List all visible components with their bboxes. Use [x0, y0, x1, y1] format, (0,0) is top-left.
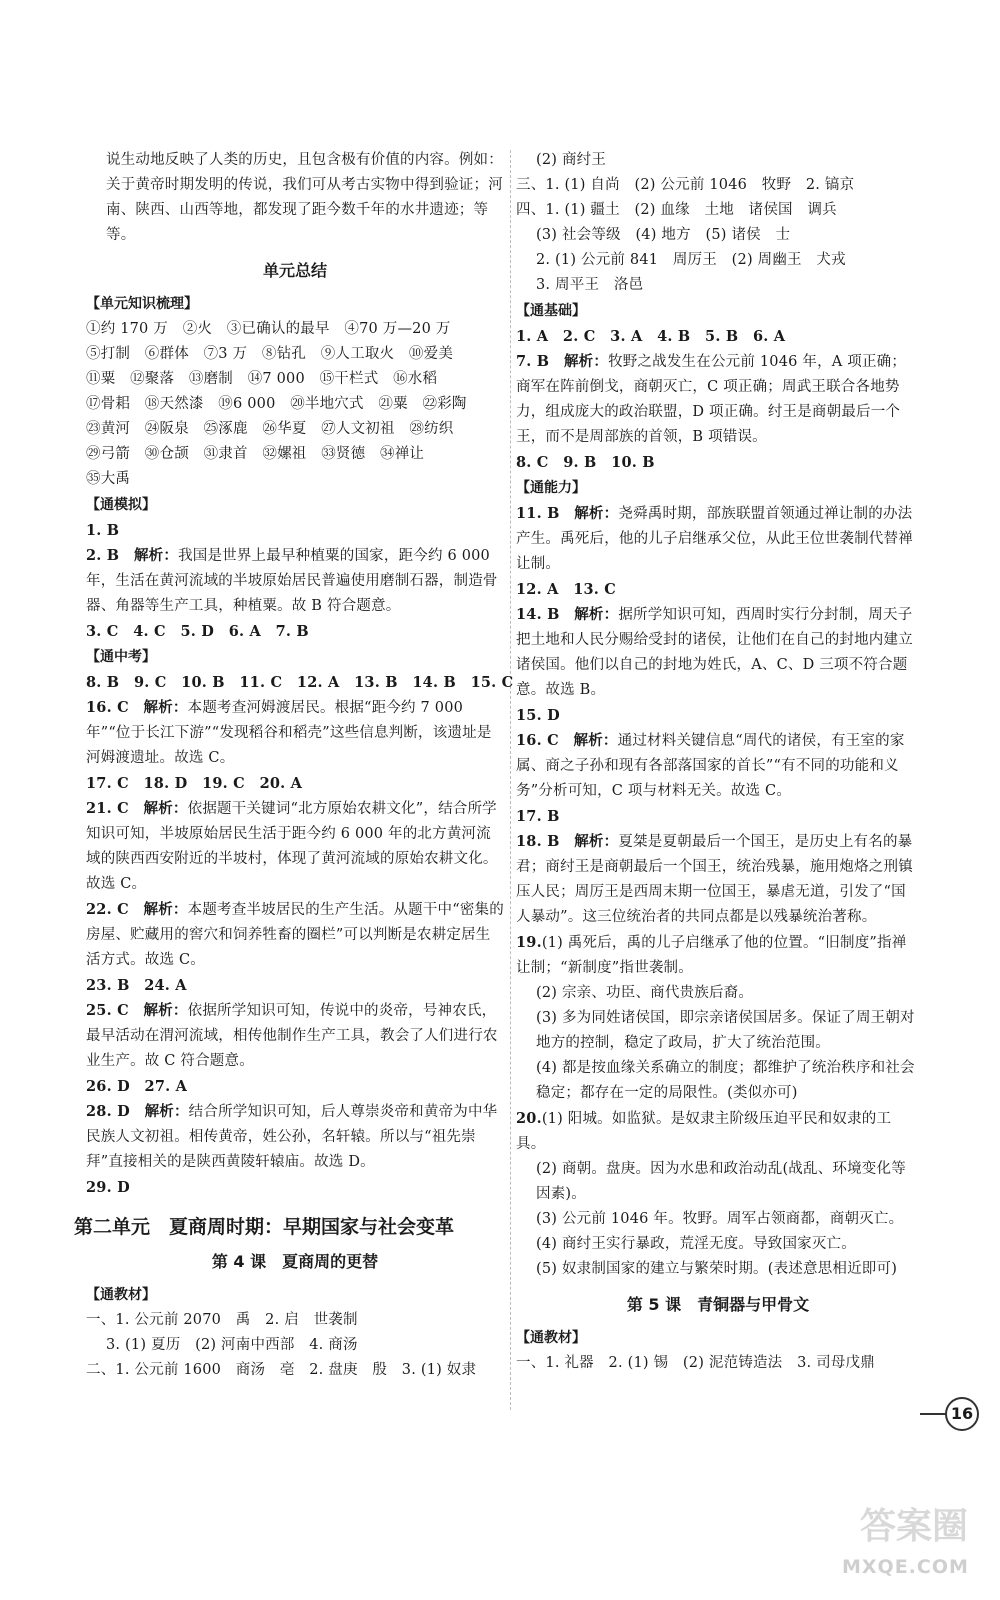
answer-q20-part: (5) 奴隶制国家的建立与繁荣时期。(表述意思相近即可) — [536, 1261, 898, 1277]
answer-line: 8. B 9. C 10. B 11. C 12. A 13. B 14. B 15. C — [86, 674, 514, 691]
answer-q20-part: (3) 公元前 1046 年。牧野。周军占领商都，商朝灭亡。 — [536, 1211, 904, 1227]
answer-line: 四、1. (1) 疆土 (2) 血缘 土地 诸侯国 调兵 — [516, 202, 837, 218]
answer-line: 26. D 27. A — [86, 1078, 188, 1095]
answer-line: (2) 商纣王 — [536, 152, 607, 168]
answer-q19-part: (2) 宗亲、功臣、商代贵族后裔。 — [536, 985, 754, 1001]
answer-line: 12. A 13. C — [516, 581, 617, 598]
textbook-heading: 【通教材】 — [86, 1287, 156, 1303]
knowledge-line: ①约 170 万 ②火 ③已确认的最早 ④70 万—20 万 — [86, 321, 451, 337]
answer-explanation: 16. C 解析：通过材料关键信息“周代的诸侯，有王室的家属、商之子孙和现有各部落国家的首长”“有不同的功能和义务”分析可知，C 项与材料无关。故选 C。 — [516, 732, 905, 799]
mock-heading: 【通模拟】 — [86, 497, 156, 513]
answer-line: 1. B — [86, 522, 120, 539]
answer-line: 一、1. 礼器 2. (1) 锡 (2) 泥范铸造法 3. 司母戊鼎 — [516, 1355, 875, 1371]
exam-heading: 【通中考】 — [86, 649, 156, 665]
ability-heading: 【通能力】 — [516, 480, 586, 496]
answer-line: 29. D — [86, 1179, 130, 1196]
textbook-heading: 【通教材】 — [516, 1330, 586, 1346]
watermark-logo: 答案圈 — [860, 1506, 969, 1547]
page-number-rule — [920, 1413, 946, 1415]
answer-line: 17. C 18. D 19. C 20. A — [86, 775, 303, 792]
knowledge-line: ⑰骨耜 ⑱天然漆 ⑲6 000 ⑳半地穴式 ㉑粟 ㉒彩陶 — [86, 396, 467, 412]
answer-explanation: 14. B 解析：据所学知识可知，西周时实行分封制，周天子把土地和人民分赐给受封的诸侯，让他们在自己的封地内建立诸侯国。他们以自己的封地为姓氏，A、C、D 三项不符合题意。故选 B。 — [516, 606, 913, 698]
answer-line: 一、1. 公元前 2070 禹 2. 启 世袭制 — [86, 1312, 358, 1328]
knowledge-heading: 【单元知识梳理】 — [86, 296, 198, 312]
answer-explanation: 25. C 解析：依据所学知识可知，传说中的炎帝，号神农氏，最早活动在渭河流域，相传他制作生产工具，教会了人们进行农业生产。故 C 符合题意。 — [86, 1002, 498, 1069]
answer-q19-part: (3) 多为同姓诸侯国，即宗亲诸侯国居多。保证了周王朝对地方的控制，稳定了政局，扩大了统治范围。 — [536, 1010, 915, 1051]
answer-q20-part: (2) 商朝。盘庚。因为水患和政治动乱(战乱、环境变化等因素)。 — [536, 1161, 906, 1202]
basic-heading: 【通基础】 — [516, 303, 586, 319]
left-column — [74, 148, 514, 1383]
answer-line: 三、1. (1) 自尚 (2) 公元前 1046 牧野 2. 镐京 — [516, 177, 855, 193]
answer-line: 二、1. 公元前 1600 商汤 亳 2. 盘庚 殷 3. (1) 奴隶 — [86, 1362, 477, 1378]
answer-explanation: 7. B 解析：牧野之战发生在公元前 1046 年，A 项正确；商军在阵前倒戈，商朝灭亡，C 项正确；周武王联合各地势力，组成庞大的政治联盟，D 项正确。纣王是商朝最后一个王，而不是周部族的首领，B 项错误。 — [516, 353, 907, 445]
watermark-url: MXQE.COM — [842, 1556, 969, 1578]
answer-line: 3. 周平王 洛邑 — [536, 277, 644, 293]
knowledge-line: ⑤打制 ⑥群体 ⑦3 万 ⑧钻孔 ⑨人工取火 ⑩爱美 — [86, 346, 454, 362]
column-divider — [510, 150, 511, 1410]
page-number: 16 — [945, 1397, 979, 1431]
answer-line: 23. B 24. A — [86, 977, 187, 994]
knowledge-line: ㉙弓箭 ㉚仓颉 ㉛隶首 ㉜嫘祖 ㉝贤德 ㉞禅让 — [86, 446, 425, 462]
answer-q19: 19.(1) 禹死后，禹的儿子启继承了他的位置。“旧制度”指禅让制；“新制度”指世袭制。 — [516, 934, 907, 976]
answer-line: (3) 社会等级 (4) 地方 (5) 诸侯 士 — [536, 227, 791, 243]
lesson-title: 第 5 课 青铜器与甲骨文 — [626, 1295, 810, 1314]
answer-q20: 20.(1) 阳城。如监狱。是奴隶主阶级压迫平民和奴隶的工具。 — [516, 1110, 892, 1152]
answer-line: 3. C 4. C 5. D 6. A 7. B — [86, 623, 309, 640]
knowledge-line: ㉓黄河 ㉔阪泉 ㉕涿鹿 ㉖华夏 ㉗人文初祖 ㉘纺织 — [86, 421, 454, 437]
answer-line: 1. A 2. C 3. A 4. B 5. B 6. A — [516, 328, 786, 345]
answer-line: 8. C 9. B 10. B — [516, 454, 655, 471]
answer-q19-part: (4) 都是按血缘关系确立的制度；都维护了统治秩序和社会稳定；都存在一定的局限性。(类似亦可) — [536, 1060, 915, 1101]
answer-explanation: 21. C 解析：依据题干关键词“北方原始农耕文化”，结合所学知识可知，半坡原始居民生活于距今约 6 000 年的北方黄河流域的陕西西安附近的半坡村，体现了黄河流域的原始农耕文化。故选 C。 — [86, 800, 498, 892]
right-column — [516, 148, 920, 1376]
answer-explanation: 2. B 解析：我国是世界上最早种植粟的国家，距今约 6 000 年，生活在黄河流域的半坡原始居民普遍使用磨制石器，制造骨器、角器等生产工具，种植粟。故 B 符合题意。 — [86, 547, 498, 614]
lesson-title: 第 4 课 夏商周的更替 — [211, 1252, 379, 1271]
answer-line: 15. D — [516, 707, 560, 724]
answer-line: 17. B — [516, 808, 560, 825]
answer-q20-part: (4) 商纣王实行暴政，荒淫无度。导致国家灭亡。 — [536, 1236, 856, 1252]
answer-explanation: 18. B 解析：夏桀是夏朝最后一个国王，是历史上有名的暴君；商纣王是商朝最后一个国王，统治残暴，施用炮烙之刑镇压人民；周厉王是西周末期一位国王，暴虐无道，引发了“国人暴动”。这三位统治者的共同点都是以残暴统治著称。 — [516, 833, 913, 925]
unit-title: 第二单元 夏商周时期：早期国家与社会变革 — [74, 1216, 455, 1238]
knowledge-line: ㉟大禹 — [86, 471, 131, 487]
summary-title: 单元总结 — [262, 261, 327, 280]
knowledge-line: ⑪粟 ⑫聚落 ⑬磨制 ⑭7 000 ⑮干栏式 ⑯水稻 — [86, 371, 438, 387]
answer-explanation: 11. B 解析：尧舜禹时期，部族联盟首领通过禅让制的办法产生。禹死后，他的儿子启继承父位，从此王位世袭制代替禅让制。 — [516, 505, 913, 572]
answer-explanation: 22. C 解析：本题考查半坡居民的生产生活。从题干中“密集的房屋、贮藏用的窖穴和饲养牲畜的圈栏”可以判断是农耕定居生活方式。故选 C。 — [86, 901, 504, 968]
answer-explanation: 16. C 解析：本题考查河姆渡居民。根据“距今约 7 000 年”“位于长江下游”“发现稻谷和稻壳”这些信息判断，该遗址是河姆渡遗址。故选 C。 — [86, 699, 492, 766]
answer-explanation: 28. D 解析：结合所学知识可知，后人尊崇炎帝和黄帝为中华民族人文初祖。相传黄帝，姓公孙，名轩辕。所以与“祖先崇拜”直接相关的是陕西黄陵轩辕庙。故选 D。 — [86, 1103, 498, 1170]
answer-line: 3. (1) 夏历 (2) 河南中西部 4. 商汤 — [106, 1337, 358, 1353]
answer-line: 2. (1) 公元前 841 周厉王 (2) 周幽王 犬戎 — [536, 252, 846, 268]
intro-paragraph: 说生动地反映了人类的历史，且包含极有价值的内容。例如：关于黄帝时期发明的传说，我们可从考古实物中得到验证；河南、陕西、山西等地，都发现了距今数千年的水井遗迹；等等。 — [106, 152, 503, 243]
